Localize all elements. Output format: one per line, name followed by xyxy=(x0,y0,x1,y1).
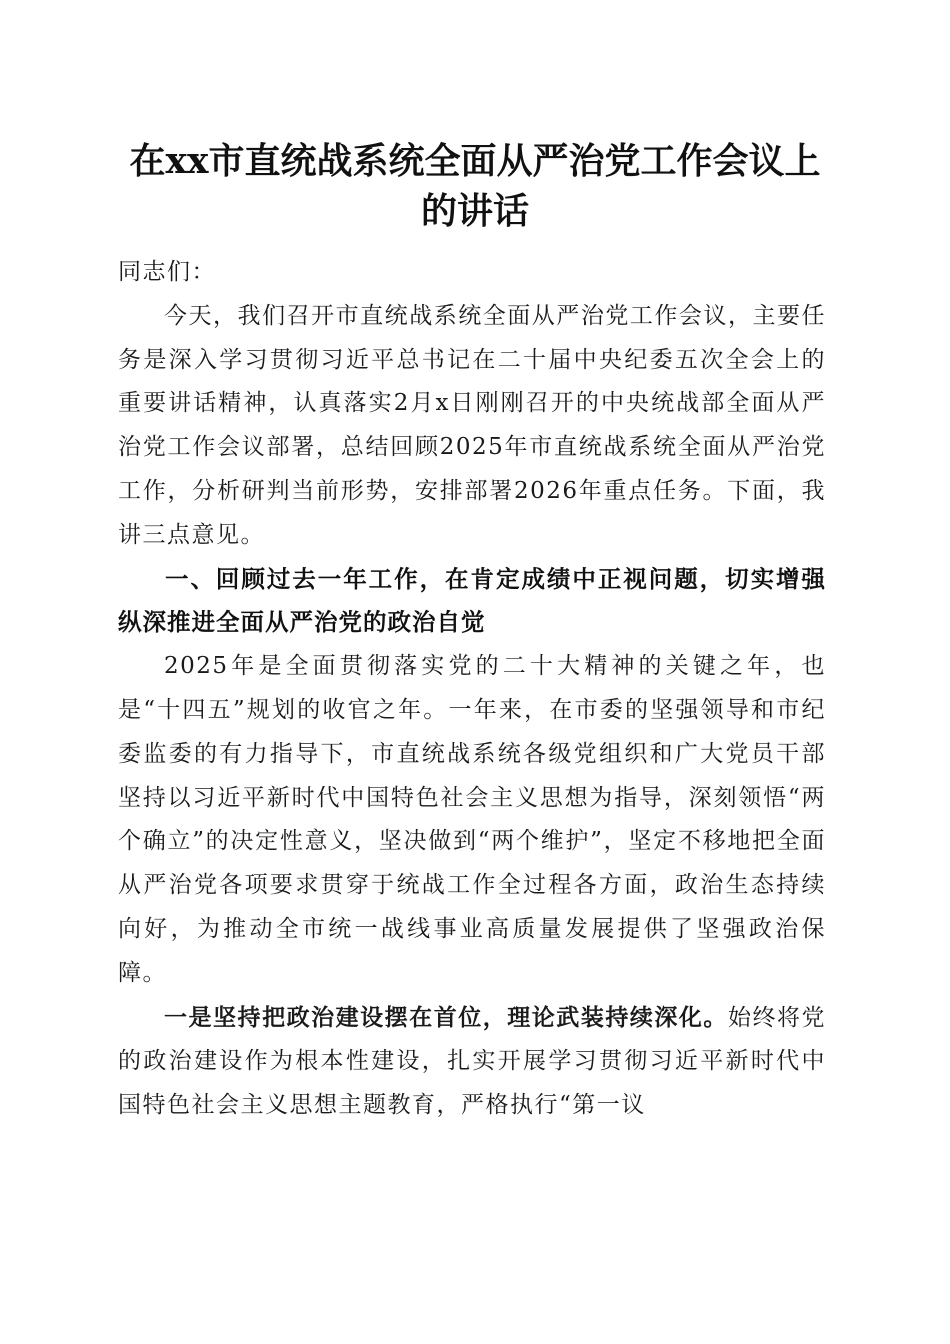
section-heading-1: 一、回顾过去一年工作，在肯定成绩中正视问题，切实增强纵深推进全面从严治党的政治自觉 xyxy=(118,564,826,637)
intro-paragraph: 今天，我们召开市直统战系统全面从严治党工作会议，主要任务是深入学习贯彻习近平总书记在二十届中央纪委五次全会上的重要讲话精神，认真落实2月x日刚刚召开的中央统战部全面从严治党工作会议部署，总结回顾2025年市直统战系统全面从严治党工作，分析研判当前形势，安排部署2026年重点任务。下面，我讲三点意见。 xyxy=(118,302,826,548)
point-1-paragraph xyxy=(118,996,826,1128)
section-1-paragraph: 2025年是全面贯彻落实党的二十大精神的关键之年，也是“十四五”规划的收官之年。一年来，在市委的坚强领导和市纪委监委的有力指导下，市直统战系统各级党组织和广大党员干部坚持以习近平新时代中国特色社会主义思想为指导，深刻领悟“两个确立”的决定性意义，坚决做到“两个维护”，坚定不移地把全面从严治党各项要求贯穿于统战工作全过程各方面，政治生态持续向好，为推动全市统一战线事业高质量发展提供了坚强政治保障。 xyxy=(118,653,826,986)
document-body xyxy=(118,251,826,1128)
point-1-text: 始终将党的政治建设作为根本性建设，扎实开展学习贯彻习近平新时代中国特色社会主义思想主题教育，严格执行“第一议 xyxy=(118,1004,827,1119)
document-title: 在xx市直统战系统全面从严治党工作会议上的讲话 xyxy=(129,140,821,232)
point-1-lead: 一是坚持把政治建设摆在首位，理论武装持续深化。 xyxy=(164,1003,728,1031)
salutation: 同志们： xyxy=(118,259,216,285)
